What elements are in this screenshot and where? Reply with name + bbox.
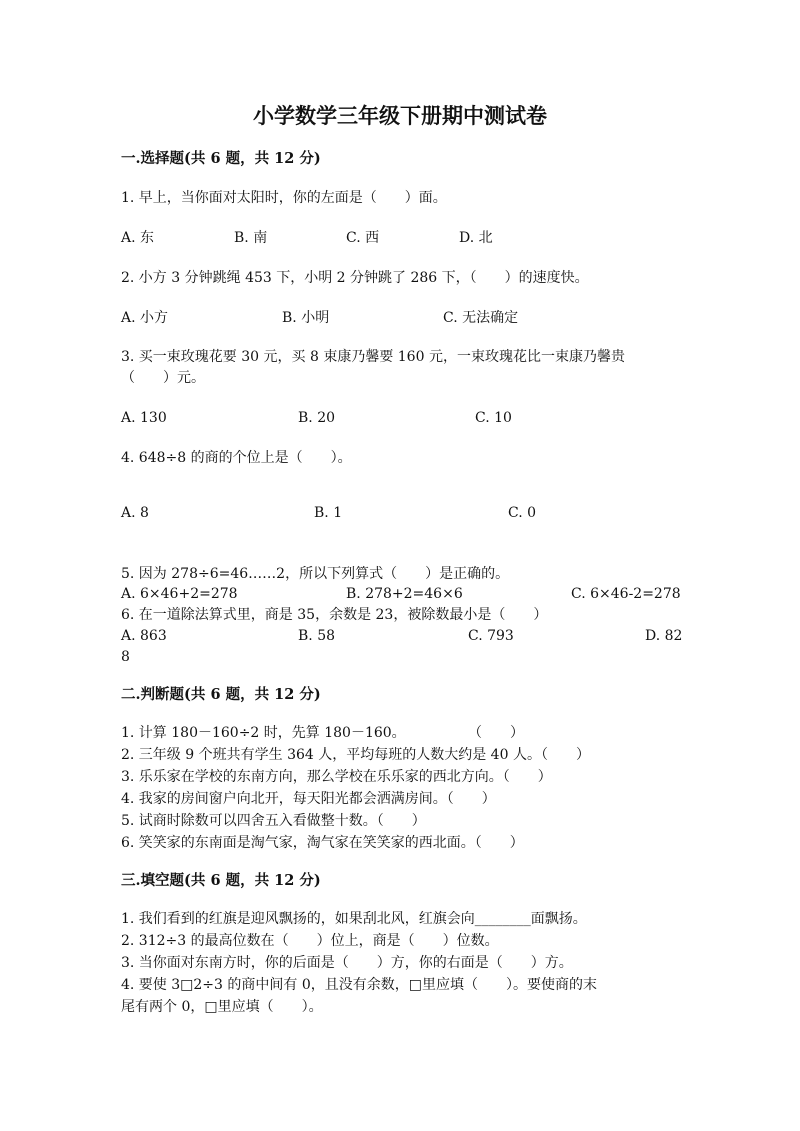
judge-item: 3. 乐乐家在学校的东南方向，那么学校在乐乐家的西北方向。（ ）: [121, 769, 552, 785]
section-heading-fill: 三.填空题(共 6 题，共 12 分): [121, 872, 321, 889]
option: D. 82: [645, 628, 683, 644]
judge-item: 6. 笑笑家的东南面是淘气家，淘气家在笑笑家的西北面。（ ）: [121, 835, 524, 851]
option: B. 58: [298, 628, 336, 644]
judge-item: 1. 计算 180－160÷2 时，先算 180－160。: [121, 725, 406, 741]
section-heading-choice: 一.选择题(共 6 题，共 12 分): [121, 150, 321, 167]
fill-item: 2. 312÷3 的最高位数在（ ）位上，商是（ ）位数。: [121, 933, 499, 949]
option: C. 无法确定: [443, 310, 519, 326]
question-text: 2. 小方 3 分钟跳绳 453 下，小明 2 分钟跳了 286 下，（ ）的速度快。: [121, 270, 589, 286]
option: A. 130: [121, 410, 167, 426]
option: C. 6×46-2=278: [571, 586, 681, 602]
option: B. 20: [298, 410, 336, 426]
option: B. 278+2=46×6: [346, 586, 463, 602]
option: C. 793: [468, 628, 514, 644]
option: A. 东: [121, 230, 155, 246]
section-heading-judge: 二.判断题(共 6 题，共 12 分): [121, 686, 321, 703]
fill-item-cont: 尾有两个 0，□里应填（ ）。: [121, 999, 323, 1015]
question-text: 3. 买一束玫瑰花要 30 元，买 8 束康乃馨要 160 元，一束玫瑰花比一束康乃馨贵: [121, 349, 625, 365]
fill-item: 1. 我们看到的红旗是迎风飘扬的，如果刮北风，红旗会向________面飘扬。: [121, 911, 587, 927]
option: D. 北: [459, 230, 493, 246]
option: A. 6×46+2=278: [121, 586, 238, 602]
option: B. 1: [314, 505, 343, 521]
option: C. 西: [346, 230, 380, 246]
fill-item: 4. 要使 3□2÷3 的商中间有 0，且没有余数，□里应填（ ）。要使商的末: [121, 977, 597, 993]
option: A. 863: [121, 628, 167, 644]
option: B. 南: [234, 230, 268, 246]
judge-item: 5. 试商时除数可以四舍五入看做整十数。（ ）: [121, 813, 426, 829]
option: C. 10: [475, 410, 512, 426]
fill-item: 3. 当你面对东南方时，你的后面是（ ）方，你的右面是（ ）方。: [121, 955, 573, 971]
option: A. 8: [121, 505, 149, 521]
question-text-cont: （ ）元。: [121, 370, 205, 386]
question-text: 5. 因为 278÷6=46……2，所以下列算式（ ）是正确的。: [121, 566, 510, 582]
judge-item: 2. 三年级 9 个班共有学生 364 人，平均每班的人数大约是 40 人。（ ）: [121, 747, 590, 763]
option-wrap: 8: [121, 649, 130, 665]
page-title: 小学数学三年级下册期中测试卷: [253, 103, 547, 128]
option: C. 0: [508, 505, 537, 521]
question-text: 4. 648÷8 的商的个位上是（ ）。: [121, 450, 352, 466]
judge-blank: （ ）: [468, 725, 524, 741]
question-text: 6. 在一道除法算式里，商是 35，余数是 23，被除数最小是（ ）: [121, 607, 548, 623]
question-text: 1. 早上，当你面对太阳时，你的左面是（ ）面。: [121, 190, 447, 206]
option: A. 小方: [121, 310, 169, 326]
option: B. 小明: [282, 310, 330, 326]
judge-item: 4. 我家的房间窗户向北开，每天阳光都会洒满房间。（ ）: [121, 791, 496, 807]
